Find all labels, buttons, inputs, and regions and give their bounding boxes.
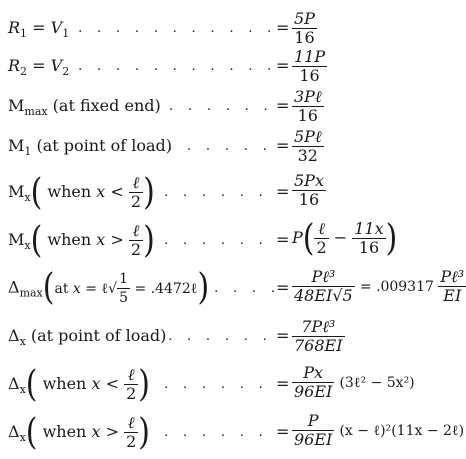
dmax-label: $\Delta_{max}(at$ x = ℓ√ $\frac{1}{5}$ = .4472ℓ) (8, 266, 210, 309)
equals-sign: = (276, 18, 290, 37)
leader-dots: . . . . . . (164, 232, 268, 248)
dx-load-value: $\frac{\text{7Pℓ³}}{768EI}$ (294, 317, 343, 355)
leader-dots: . . . . . . (164, 184, 268, 200)
row-r2 (0, 48, 448, 84)
row-dx-load (0, 318, 448, 354)
r2-value: $\frac{11P}{16}$ (294, 47, 326, 85)
leader-dots: . . . . . . . . . . . (78, 58, 277, 74)
row-dx-lt (0, 362, 448, 404)
r1-label: $R_1 = V_1$ (8, 18, 70, 41)
dx-gt-label: $\Delta_x$( when x > $\frac{\text{ℓ}}{2}$ ) (8, 410, 150, 453)
row-dmax (0, 266, 465, 310)
equals-sign: = (276, 136, 290, 155)
mx-lt-label: $M_x$( when x < $\frac{\text{ℓ}}{2}$ ) (8, 170, 155, 213)
row-r1 (0, 10, 448, 46)
m1-label: $M_1$ (at point of load) (8, 136, 172, 159)
equals-sign: = (276, 422, 290, 441)
r1-value: $\frac{5P}{16}$ (294, 9, 315, 47)
r2-label: $R_2 = V_2$ (8, 56, 70, 79)
leader-dots: . . . . . . (164, 376, 268, 392)
row-mmax (0, 88, 448, 124)
row-mx-gt (0, 218, 448, 260)
leader-dots: . . . . . . . (150, 98, 273, 114)
equals-sign: = (276, 278, 290, 297)
equals-sign: = (276, 374, 290, 393)
row-m1 (0, 128, 448, 164)
leader-dots: . . . . . . (164, 424, 268, 440)
dx-load-label: $\Delta_x$ (at point of load) (8, 326, 167, 349)
leader-dots: . . . . . . (168, 138, 272, 154)
row-dx-gt (0, 410, 465, 454)
dx-lt-value: $\frac{Px}{96EI}$ (3ℓ² − 5x²) (294, 363, 415, 401)
dx-lt-label: $\Delta_x$( when x < $\frac{\text{ℓ}}{2}$ ) (8, 362, 150, 405)
mx-lt-value: $\frac{5Px}{16}$ (294, 171, 324, 209)
leader-dots: . . . . (214, 280, 281, 296)
equals-sign: = (276, 182, 290, 201)
mmax-label: $M_{max}$ (at fixed end) (8, 96, 161, 119)
equals-sign: = (276, 96, 290, 115)
leader-dots: . . . . . . (168, 328, 272, 344)
mx-gt-label: $M_x$( when x > $\frac{\text{ℓ}}{2}$ ) (8, 218, 155, 261)
equals-sign: = (276, 326, 290, 345)
row-mx-lt (0, 170, 448, 212)
mx-gt-value: P( $\frac{\text{ℓ}}{2}$ − $\frac{11x}{16}$ ) (292, 216, 398, 259)
m1-value: $\frac{\text{5Pℓ}}{32}$ (294, 127, 322, 165)
equals-sign: = (276, 56, 290, 75)
leader-dots: . . . . . . . . . . . (78, 20, 277, 36)
equals-sign: = (276, 230, 290, 249)
mmax-value: $\frac{\text{3Pℓ}}{16}$ (294, 87, 322, 125)
dx-gt-value: $\frac{P}{96EI}$ (x − ℓ)²(11x − 2ℓ) (294, 411, 465, 449)
dmax-value: $\frac{\text{Pℓ³}}{48EI√5}$ = .009317 $\frac{\text{Pℓ³}}{EI}$ (294, 267, 465, 305)
